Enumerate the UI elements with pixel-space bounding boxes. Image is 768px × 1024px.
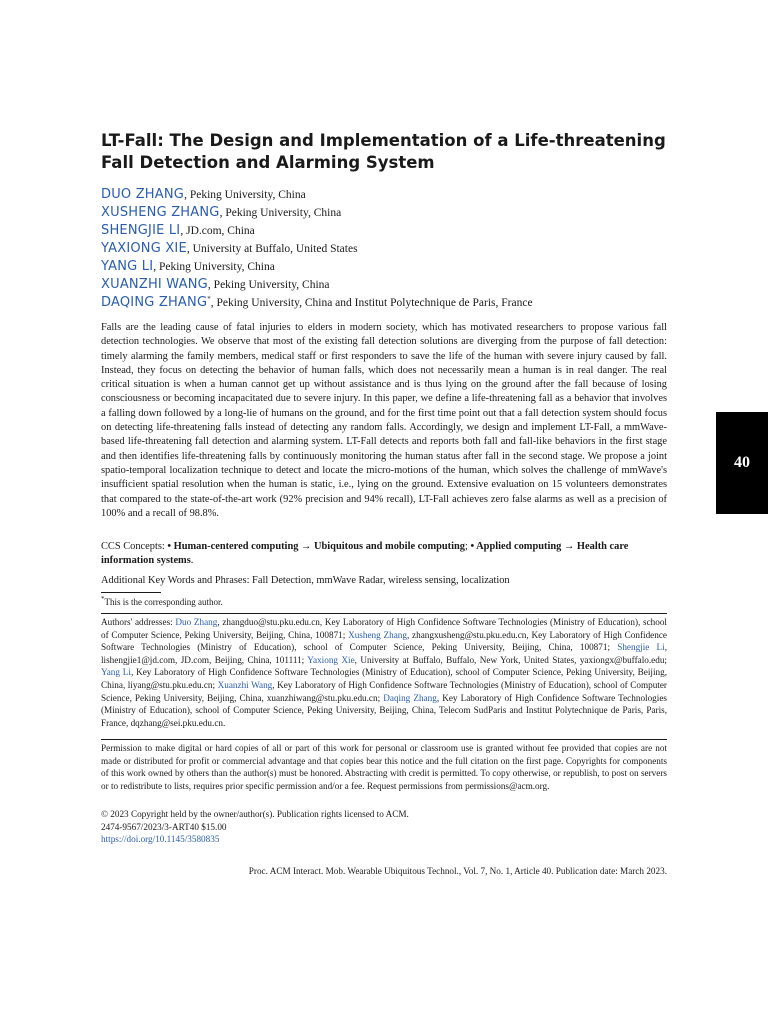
address-text: , lishengjie1@jd.com, JD.com, Beijing, China, 101111; [101,642,667,665]
author-line [101,258,667,276]
doi-link[interactable]: https://doi.org/10.1145/3580835 [101,834,220,845]
address-text: , zhangduo@stu.pku.edu.cn, Key Laboratory of High Confidence Software Technologies (Ministry of Education), school of Computer Science, Peking University, Beijing, China, 100871; [101,617,667,640]
author-affiliation: , Peking University, China [207,279,330,291]
author-affiliation: , Peking University, China [153,261,275,273]
address-author-link[interactable]: Xusheng Zhang [348,629,407,640]
address-text: , Key Laboratory of High Confidence Software Technologies (Ministry of Education), school of Computer Science, Peking University, Beijing, China, xuanzhiwang@stu.pku.edu.cn; [101,679,667,703]
ccs-end: . [190,555,194,567]
author-line [101,276,667,294]
author-name[interactable]: YAXIONG XIE [101,241,187,256]
author-line [101,222,667,240]
issn-line: 2474-9567/2023/3-ART40 $15.00 [101,821,227,832]
address-text: , University at Buffalo, Buffalo, New York, United States, yaxiongx@buffalo.edu; [354,654,667,665]
address-author-link[interactable]: Shengjie Li [617,642,665,653]
footnote-rule [101,592,161,593]
author-affiliation: , Peking University, China and Institut Polytechnique de Paris, France [210,297,533,309]
author-name[interactable]: YANG LI [101,259,154,274]
ccs-separator: ; [465,541,471,552]
author-line [101,294,667,312]
address-author-link[interactable]: Yaxiong Xie [307,654,355,665]
footnote-marker: * [101,595,105,603]
paper-title: LT-Fall: The Design and Implementation of a Life-threatening Fall Detection and Alarming System [101,131,666,172]
author-affiliation: , Peking University, China [184,189,306,201]
ccs-prefix: CCS Concepts: [101,541,168,552]
address-author-link[interactable]: Xuanzhi Wang [217,679,273,690]
address-text: , Key Laboratory of High Confidence Software Technologies (Ministry of Education), school of Computer Science, Peking University, Beijing, China, liyang@stu.pku.edu.cn; [101,667,667,690]
address-author-link[interactable]: Daqing Zhang [383,692,437,703]
author-name[interactable]: XUANZHI WANG [101,277,208,292]
keywords: Additional Key Words and Phrases: Fall Detection, mmWave Radar, wireless sensing, localization [101,575,510,586]
footnote-text: This is the corresponding author. [104,597,223,607]
author-name[interactable]: DAQING ZHANG [101,295,208,310]
author-line [101,240,667,258]
journal-footer: Proc. ACM Interact. Mob. Wearable Ubiquitous Technol., Vol. 7, No. 1, Article 40. Publication date: March 2023. [248,866,667,876]
permission-rule [101,739,667,740]
address-author-link[interactable]: Duo Zhang [175,617,218,627]
footnote [101,596,223,608]
publication-info [101,808,667,846]
addresses-prefix: Authors' addresses: [101,617,176,627]
author-name[interactable]: XUSHENG ZHANG [101,205,220,220]
address-text: , zhangxusheng@stu.pku.edu.cn, Key Laboratory of High Confidence Software Technologies (Ministry of Education), school of Computer Science, Peking University, Beijing, China, 100871; [101,629,667,653]
ccs-concept-1: • Human-centered computing → Ubiquitous and mobile computing [167,541,466,552]
author-name[interactable]: SHENGJIE LI [101,223,181,238]
ccs-concepts [101,540,667,569]
author-affiliation: , JD.com, China [180,225,255,237]
author-affiliation: , University at Buffalo, United States [186,243,358,255]
address-author-link[interactable]: Yang Li [101,667,131,678]
permission-notice: Permission to make digital or hard copies of all or part of this work for personal or classroom use is granted without fee provided that copies are not made or distributed for profit or commercial advantage and that copies bear this notice and the full citation on the first page. Copyrights for components of this work owned by others than the author(s) must be honored. Abstracting with credit is permitted. To copy otherwise, or republish, to post on servers or to redistribute to lists, requires prior specific permission and/or a fee. Request permissions from permissions@acm.org. [101,743,667,791]
addresses-rule [101,613,667,614]
author-line [101,204,667,222]
author-line [101,186,667,204]
corresponding-author-marker: * [207,295,211,304]
author-list [101,186,667,312]
author-name[interactable]: DUO ZHANG [101,187,185,202]
copyright-line: © 2023 Copyright held by the owner/author(s). Publication rights licensed to ACM. [101,809,409,819]
author-affiliation: , Peking University, China [219,207,342,219]
abstract: Falls are the leading cause of fatal injuries to elders in modern society, which has motivated researchers to propose various fall detection technologies. We observe that most of the existing fall detection solutions are diverging from the purpose of fall detection: timely alarming the family members, medical staff or first responders to save the life of the human with severe injury caused by fall. Instead, they focus on detecting the behavior of human falls, which does not necessarily mean a human is in real danger. The real critical situation is when a human cannot get up without assistance and is thus lying on the ground after the fall because of losing consciousness or becoming incapacitated due to severe injury. In this paper, we define a life-threatening fall as a behavior that involves a falling down followed by a long-lie of humans on the ground, and for the first time point out that a fall detection system should focus on detecting life-threatening falls instead of detecting any random falls. Accordingly, we design and implement LT-Fall, a mmWave-based life-threatening fall detection and alarming system. LT-Fall detects and reports both fall and fall-like behaviors in the first stage and then identifies life-threatening falls by continuously monitoring the human status after fall in the second stage. We propose a joint spatio-temporal localization technique to detect and locate the micro-motions of the human, which solves the challenge of mmWave's insufficient spatial resolution when the human is static, i.e., lying on the ground. Extensive evaluation on 15 volunteers demonstrates that compared to the state-of-the-art work (92% precision and 94% recall), LT-Fall achieves zero false alarms as well as a precision of 100% and a recall of 98.8%. [101,322,667,519]
address-text: , Key Laboratory of High Confidence Software Technologies (Ministry of Education), school of Computer Science, Peking University, Beijing, China, Telecom SudParis and Institut Polytechnique de Paris, Paris, France, dqzhang@sei.pku.edu.cn. [101,692,667,728]
author-addresses [101,616,667,729]
article-number-tab: 40 [716,412,768,514]
ccs-concept-2: • Applied computing → Health care information systems [101,541,629,567]
